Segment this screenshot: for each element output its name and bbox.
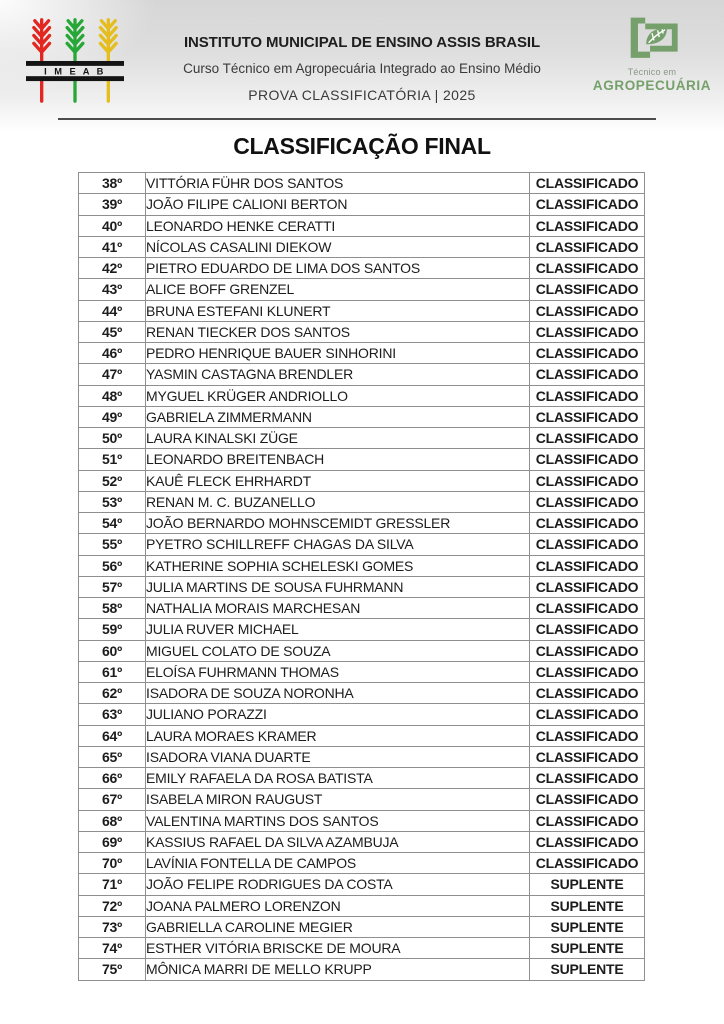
results-rows	[79, 173, 645, 981]
table-row	[79, 576, 645, 597]
status-cell: CLASSIFICADO	[530, 470, 645, 491]
status-cell: CLASSIFICADO	[530, 513, 645, 534]
rank-cell: 63º	[79, 704, 146, 725]
rank-cell: 59º	[79, 619, 146, 640]
imeab-bar-bottom	[26, 76, 124, 81]
agro-caption-large: AGROPECUÁRIA	[592, 78, 712, 93]
table-row	[79, 364, 645, 385]
status-cell: CLASSIFICADO	[530, 683, 645, 704]
name-cell: RENAN M. C. BUZANELLO	[146, 491, 530, 512]
name-cell: LEONARDO HENKE CERATTI	[146, 215, 530, 236]
name-cell: KASSIUS RAFAEL DA SILVA AZAMBUJA	[146, 831, 530, 852]
table-row	[79, 449, 645, 470]
name-cell: ESTHER VITÓRIA BRISCKE DE MOURA	[146, 938, 530, 959]
status-cell: CLASSIFICADO	[530, 831, 645, 852]
table-row	[79, 300, 645, 321]
rank-cell: 70º	[79, 853, 146, 874]
rank-cell: 58º	[79, 598, 146, 619]
rank-cell: 49º	[79, 406, 146, 427]
rank-cell: 55º	[79, 534, 146, 555]
name-cell: NATHALIA MORAIS MARCHESAN	[146, 598, 530, 619]
rank-cell: 47º	[79, 364, 146, 385]
table-row	[79, 704, 645, 725]
rank-cell: 46º	[79, 343, 146, 364]
header-divider	[58, 118, 656, 120]
table-row	[79, 810, 645, 831]
rank-cell: 66º	[79, 768, 146, 789]
status-cell: SUPLENTE	[530, 938, 645, 959]
rank-cell: 51º	[79, 449, 146, 470]
course-name: Curso Técnico em Agropecuária Integrado ao Ensino Médio	[183, 61, 541, 76]
table-row	[79, 321, 645, 342]
status-cell: SUPLENTE	[530, 959, 645, 980]
table-row	[79, 173, 645, 194]
table-row	[79, 831, 645, 852]
name-cell: JOANA PALMERO LORENZON	[146, 895, 530, 916]
rank-cell: 71º	[79, 874, 146, 895]
name-cell: ELOÍSA FUHRMANN THOMAS	[146, 661, 530, 682]
table-row	[79, 279, 645, 300]
name-cell: KAUÊ FLECK EHRHARDT	[146, 470, 530, 491]
status-cell: CLASSIFICADO	[530, 321, 645, 342]
table-row	[79, 428, 645, 449]
status-cell: CLASSIFICADO	[530, 428, 645, 449]
rank-cell: 43º	[79, 279, 146, 300]
status-cell: CLASSIFICADO	[530, 364, 645, 385]
name-cell: JOÃO BERNARDO MOHNSCEMIDT GRESSLER	[146, 513, 530, 534]
status-cell: CLASSIFICADO	[530, 746, 645, 767]
name-cell: RENAN TIECKER DOS SANTOS	[146, 321, 530, 342]
status-cell: CLASSIFICADO	[530, 491, 645, 512]
status-cell: CLASSIFICADO	[530, 810, 645, 831]
rank-cell: 67º	[79, 789, 146, 810]
table-row	[79, 683, 645, 704]
table-row	[79, 725, 645, 746]
agro-logo	[588, 16, 716, 93]
status-cell: CLASSIFICADO	[530, 704, 645, 725]
name-cell: EMILY RAFAELA DA ROSA BATISTA	[146, 768, 530, 789]
name-cell: VALENTINA MARTINS DOS SANTOS	[146, 810, 530, 831]
name-cell: LAURA MORAES KRAMER	[146, 725, 530, 746]
status-cell: CLASSIFICADO	[530, 300, 645, 321]
status-cell: SUPLENTE	[530, 895, 645, 916]
table-row	[79, 619, 645, 640]
name-cell: JULIA RUVER MICHAEL	[146, 619, 530, 640]
rank-cell: 72º	[79, 895, 146, 916]
name-cell: JULIA MARTINS DE SOUSA FUHRMANN	[146, 576, 530, 597]
name-cell: LEONARDO BREITENBACH	[146, 449, 530, 470]
status-cell: CLASSIFICADO	[530, 661, 645, 682]
name-cell: JULIANO PORAZZI	[146, 704, 530, 725]
status-cell: CLASSIFICADO	[530, 173, 645, 194]
table-row	[79, 534, 645, 555]
table-row	[79, 789, 645, 810]
name-cell: ISADORA VIANA DUARTE	[146, 746, 530, 767]
rank-cell: 64º	[79, 725, 146, 746]
exam-name: PROVA CLASSIFICATÓRIA | 2025	[248, 87, 476, 103]
status-cell: CLASSIFICADO	[530, 343, 645, 364]
rank-cell: 53º	[79, 491, 146, 512]
rank-cell: 62º	[79, 683, 146, 704]
rank-cell: 39º	[79, 194, 146, 215]
status-cell: CLASSIFICADO	[530, 789, 645, 810]
name-cell: MYGUEL KRÜGER ANDRIOLLO	[146, 385, 530, 406]
status-cell: CLASSIFICADO	[530, 236, 645, 257]
name-cell: ALICE BOFF GRENZEL	[146, 279, 530, 300]
rank-cell: 41º	[79, 236, 146, 257]
rank-cell: 57º	[79, 576, 146, 597]
status-cell: CLASSIFICADO	[530, 640, 645, 661]
name-cell: PEDRO HENRIQUE BAUER SINHORINI	[146, 343, 530, 364]
rank-cell: 60º	[79, 640, 146, 661]
name-cell: GABRIELLA CAROLINE MEGIER	[146, 916, 530, 937]
status-cell: CLASSIFICADO	[530, 576, 645, 597]
rank-cell: 73º	[79, 916, 146, 937]
rank-cell: 68º	[79, 810, 146, 831]
table-row	[79, 916, 645, 937]
rank-cell: 74º	[79, 938, 146, 959]
status-cell: CLASSIFICADO	[530, 279, 645, 300]
table-row	[79, 385, 645, 406]
status-cell: CLASSIFICADO	[530, 449, 645, 470]
status-cell: CLASSIFICADO	[530, 406, 645, 427]
status-cell: CLASSIFICADO	[530, 258, 645, 279]
table-row	[79, 555, 645, 576]
name-cell: ISABELA MIRON RAUGUST	[146, 789, 530, 810]
name-cell: BRUNA ESTEFANI KLUNERT	[146, 300, 530, 321]
status-cell: CLASSIFICADO	[530, 215, 645, 236]
status-cell: CLASSIFICADO	[530, 768, 645, 789]
name-cell: LAURA KINALSKI ZÜGE	[146, 428, 530, 449]
page-header	[0, 0, 724, 132]
table-row	[79, 513, 645, 534]
imeab-acronym: I M E A B	[44, 66, 106, 77]
rank-cell: 56º	[79, 555, 146, 576]
agro-logo-icon	[621, 16, 683, 60]
rank-cell: 48º	[79, 385, 146, 406]
name-cell: YASMIN CASTAGNA BRENDLER	[146, 364, 530, 385]
status-cell: CLASSIFICADO	[530, 853, 645, 874]
results-table	[78, 172, 645, 981]
status-cell: CLASSIFICADO	[530, 194, 645, 215]
rank-cell: 61º	[79, 661, 146, 682]
table-row	[79, 768, 645, 789]
rank-cell: 44º	[79, 300, 146, 321]
table-row	[79, 236, 645, 257]
name-cell: GABRIELA ZIMMERMANN	[146, 406, 530, 427]
name-cell: JOÃO FELIPE RODRIGUES DA COSTA	[146, 874, 530, 895]
name-cell: JOÃO FILIPE CALIONI BERTON	[146, 194, 530, 215]
table-row	[79, 874, 645, 895]
status-cell: CLASSIFICADO	[530, 385, 645, 406]
name-cell: MIGUEL COLATO DE SOUZA	[146, 640, 530, 661]
rank-cell: 38º	[79, 173, 146, 194]
status-cell: CLASSIFICADO	[530, 619, 645, 640]
rank-cell: 50º	[79, 428, 146, 449]
name-cell: PYETRO SCHILLREFF CHAGAS DA SILVA	[146, 534, 530, 555]
table-row	[79, 491, 645, 512]
rank-cell: 54º	[79, 513, 146, 534]
table-row	[79, 258, 645, 279]
name-cell: MÔNICA MARRI DE MELLO KRUPP	[146, 959, 530, 980]
rank-cell: 42º	[79, 258, 146, 279]
name-cell: PIETRO EDUARDO DE LIMA DOS SANTOS	[146, 258, 530, 279]
status-cell: CLASSIFICADO	[530, 555, 645, 576]
status-cell: CLASSIFICADO	[530, 534, 645, 555]
name-cell: LAVÍNIA FONTELLA DE CAMPOS	[146, 853, 530, 874]
table-row	[79, 194, 645, 215]
rank-cell: 45º	[79, 321, 146, 342]
agro-caption-small: Técnico em	[627, 67, 677, 77]
name-cell: KATHERINE SOPHIA SCHELESKI GOMES	[146, 555, 530, 576]
table-row	[79, 598, 645, 619]
table-row	[79, 853, 645, 874]
rank-cell: 52º	[79, 470, 146, 491]
institute-name: INSTITUTO MUNICIPAL DE ENSINO ASSIS BRASIL	[183, 34, 541, 51]
status-cell: CLASSIFICADO	[530, 598, 645, 619]
table-row	[79, 895, 645, 916]
table-row	[79, 343, 645, 364]
status-cell: SUPLENTE	[530, 916, 645, 937]
status-cell: CLASSIFICADO	[530, 725, 645, 746]
table-row	[79, 215, 645, 236]
name-cell: VITTÓRIA FÜHR DOS SANTOS	[146, 173, 530, 194]
rank-cell: 65º	[79, 746, 146, 767]
status-cell: SUPLENTE	[530, 874, 645, 895]
rank-cell: 75º	[79, 959, 146, 980]
table-row	[79, 470, 645, 491]
rank-cell: 40º	[79, 215, 146, 236]
name-cell: ISADORA DE SOUZA NORONHA	[146, 683, 530, 704]
table-row	[79, 406, 645, 427]
table-row	[79, 938, 645, 959]
page-title: CLASSIFICAÇÃO FINAL	[233, 133, 491, 159]
table-row	[79, 746, 645, 767]
table-row	[79, 640, 645, 661]
rank-cell: 69º	[79, 831, 146, 852]
table-row	[79, 959, 645, 980]
table-row	[79, 661, 645, 682]
name-cell: NÍCOLAS CASALINI DIEKOW	[146, 236, 530, 257]
